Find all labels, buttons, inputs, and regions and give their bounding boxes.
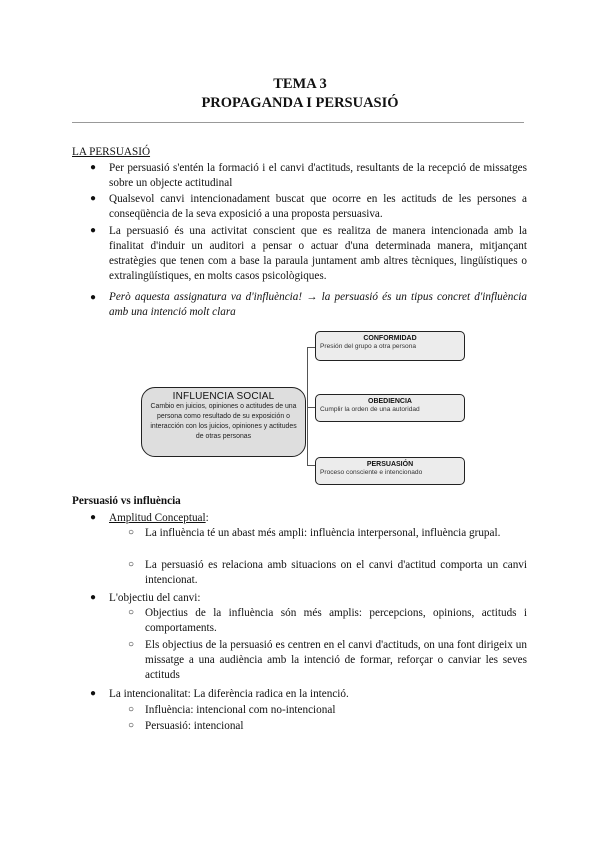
sub-list-item: Objectius de la influència són més amplis: percepcions, opinions, actituds i comportaments. xyxy=(145,607,527,634)
title-divider xyxy=(72,122,524,123)
list-item: Però aquesta assignatura va d'influència! → la persuasió és un tipus concret d'influència amb una intenció molt clara xyxy=(109,291,527,318)
box-desc: Presión del grupo a otra persona xyxy=(320,343,417,350)
bullet-icon: ● xyxy=(90,512,97,523)
sub-list-item: Persuasió: intencional xyxy=(145,720,244,732)
circle-bullet-icon: ○ xyxy=(128,607,135,618)
bullet-icon: ● xyxy=(90,292,97,303)
section-heading-persuasio: LA PERSUASIÓ xyxy=(72,146,151,158)
list-item xyxy=(109,511,209,526)
diagram-connector xyxy=(307,465,315,466)
box-title: PERSUASIÓN xyxy=(366,461,414,468)
list-item: La intencionalitat: La diferència radica en la intenció. xyxy=(109,688,349,700)
circle-bullet-icon: ○ xyxy=(128,527,135,538)
bullet-icon: ● xyxy=(90,225,97,236)
sub-list-item: Els objectius de la persuasió es centren en el canvi d'actituds, on una font dirigeix un missatge a una audiència amb la intenció de formar, reforçar o canviar les seves actituds xyxy=(145,639,527,681)
diagram-connector xyxy=(307,407,315,408)
list-item: Per persuasió s'entén la formació i el canvi d'actituds, resultants de la recepció de missatges sobre un objecte actitudinal xyxy=(109,162,527,189)
circle-bullet-icon: ○ xyxy=(128,639,135,650)
sub-list-item: La persuasió es relaciona amb situacions on el canvi d'actitud comporta un canvi intencionat. xyxy=(145,559,527,586)
sub-list-item: La influència té un abast més ampli: influència interpersonal, influència grupal. xyxy=(145,527,501,539)
diagram-box-conformidad xyxy=(315,331,465,361)
list-item: La persuasió és una activitat conscient que es realitza de manera intencionada amb la finalitat d'induir un auditori a pensar o actuar d'una determinada manera, mitjançant estratègies que tenen com a base la paraula juntament amb altres tècniques, lingüístiques o extralingüístiques, en molts casos psicològiques. xyxy=(109,225,527,282)
diagram-box-influencia-social xyxy=(141,387,306,457)
diagram-connector xyxy=(307,347,308,465)
bullet-icon: ● xyxy=(90,193,97,204)
circle-bullet-icon: ○ xyxy=(128,704,135,715)
box-title: INFLUENCIA SOCIAL xyxy=(172,391,275,402)
circle-bullet-icon: ○ xyxy=(128,559,135,570)
list-item: Qualsevol canvi intencionadament buscat que ocorre en les actituds de les persones a conseqüència de la seva exposició a una proposta persuasiva. xyxy=(109,193,527,220)
circle-bullet-icon: ○ xyxy=(128,720,135,731)
box-desc: Cambio en juicios, opiniones o actitudes de una persona como resultado de su exposición o interacción con los juicios, opiniones y actitudes de otras personas xyxy=(150,403,297,440)
page-subtitle: PROPAGANDA I PERSUASIÓ xyxy=(201,95,399,111)
box-title: CONFORMIDAD xyxy=(363,335,417,342)
bullet-icon: ● xyxy=(90,592,97,603)
diagram-box-persuasion xyxy=(315,457,465,485)
sub-list-item: Influència: intencional com no-intencional xyxy=(145,704,336,716)
list-item: L'objectiu del canvi: xyxy=(109,592,201,604)
item-label-suffix: : xyxy=(205,512,209,524)
item-label: Amplitud Conceptual xyxy=(109,512,206,524)
bullet-icon: ● xyxy=(90,688,97,699)
box-desc: Proceso consciente e intencionado xyxy=(320,469,423,476)
section-heading-persuasio-vs-influencia: Persuasió vs influència xyxy=(72,495,181,507)
page-title: TEMA 3 xyxy=(273,76,327,92)
bullet-icon: ● xyxy=(90,162,97,173)
box-desc: Cumplir la orden de una autoridad xyxy=(320,406,420,413)
diagram-connector xyxy=(307,347,315,348)
box-title: OBEDIENCIA xyxy=(368,398,412,405)
diagram-box-obediencia xyxy=(315,394,465,422)
